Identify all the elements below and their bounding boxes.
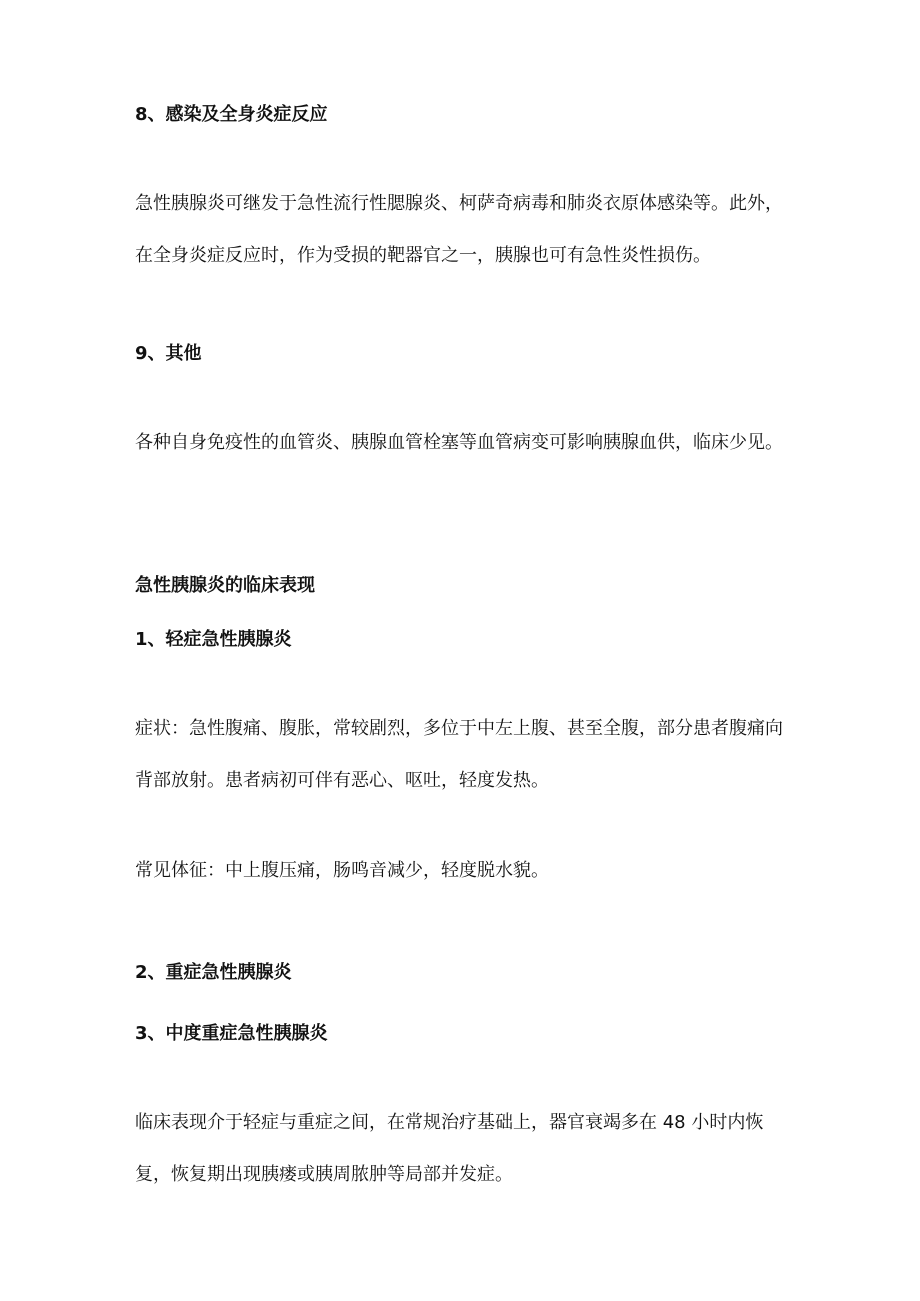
section-8-paragraph: 急性胰腺炎可继发于急性流行性腮腺炎、柯萨奇病毒和肺炎衣原体感染等。此外，在全身炎症反应时，作为受损的靶器官之一，胰腺也可有急性炎性损伤。	[135, 193, 783, 266]
section-9-heading: 9、其他	[135, 343, 202, 364]
moderate-severe-pancreatitis-heading: 3、中度重症急性胰腺炎	[135, 1023, 328, 1044]
mild-symptoms-paragraph: 症状：急性腹痛、腹胀，常较剧烈，多位于中左上腹、甚至全腹，部分患者腹痛向背部放射。患者病初可伴有恶心、呕吐，轻度发热。	[135, 718, 783, 791]
mild-pancreatitis-heading: 1、轻症急性胰腺炎	[135, 629, 292, 650]
moderate-severe-paragraph: 临床表现介于轻症与重症之间，在常规治疗基础上，器官衰竭多在 48 小时内恢复，恢复期出现胰瘘或胰周脓肿等局部并发症。	[135, 1112, 764, 1185]
section-8-heading: 8、感染及全身炎症反应	[135, 104, 328, 125]
severe-pancreatitis-heading: 2、重症急性胰腺炎	[135, 962, 292, 983]
clinical-manifestations-heading: 急性胰腺炎的临床表现	[135, 575, 315, 596]
mild-signs-paragraph: 常见体征：中上腹压痛，肠鸣音减少，轻度脱水貌。	[135, 860, 549, 881]
section-9-paragraph: 各种自身免疫性的血管炎、胰腺血管栓塞等血管病变可影响胰腺血供，临床少见。	[135, 432, 783, 453]
